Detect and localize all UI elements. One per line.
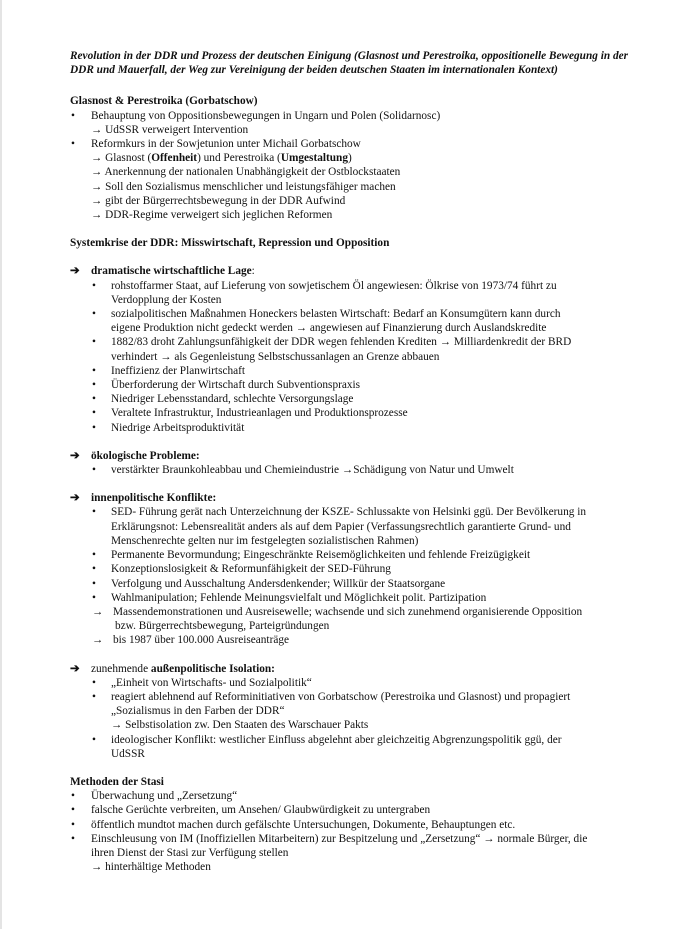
list-item-arrow: → Glasnost (Offenheit) und Perestroika (Umgestaltung) (91, 152, 352, 165)
list-item: • Behauptung von Oppositionsbewegungen in Ungarn und Polen (Solidarnosc) (70, 109, 640, 123)
list-item-arrow: → Massendemonstrationen und Ausreisewelle; wachsende und sich zunehmend organisierende Opposition (70, 605, 640, 619)
document-title: Revolution in der DDR und Prozess der deutschen Einigung (Glasnost und Perestroika, oppositionelle Bewegung in der DDR und Mauerfall, der Weg zur Vereinigung der beiden deutschen Staaten im internationalen Kontext) (70, 50, 629, 77)
list-item: • rohstoffarmer Staat, auf Lieferung von sowjetischem Öl angewiesen: Ölkrise von 1973/74 führt zu (70, 279, 640, 293)
list-item-cont: → Selbstisolation zw. Den Staaten des Warschauer Pakts (111, 719, 369, 732)
list-item-cont: UdSSR (111, 747, 145, 760)
list-item: • reagiert ablehnend auf Reforminitiativen von Gorbatschow (Perestroika und Glasnost) und propagiert (70, 690, 640, 704)
list-item-cont: ihren Dienst der Stasi zur Verfügung stellen (91, 846, 289, 859)
subheading-oekologie: ➔ ökologische Probleme: (70, 449, 640, 463)
list-item: • Einschleusung von IM (Inoffiziellen Mitarbeitern) zur Bespitzelung und „Zersetzung“ → normale Bürger, die (70, 832, 640, 846)
list-item-cont: „Sozialismus in den Farben der DDR“ (111, 705, 285, 718)
list-item-cont: Verdopplung der Kosten (111, 293, 222, 306)
list-item-cont: eigene Produktion nicht gedeckt werden → angewiesen auf Finanzierung durch Auslandskredite (111, 322, 547, 335)
page-edge (0, 0, 2, 929)
list-item-cont: Erklärungsnot: Lebensrealität anders als auf dem Papier (Verfassungsrechtlich garantierte Grund- und (111, 520, 571, 533)
list-item: • Veraltete Infrastruktur, Industrieanlagen und Produktionsprozesse (70, 406, 640, 420)
list-item-arrow: → UdSSR verweigert Intervention (91, 123, 249, 136)
list-item: • SED- Führung gerät nach Unterzeichnung der KSZE- Schlussakte von Helsinki ggü. Der Bevölkerung in (70, 505, 640, 519)
subheading-wirtschaft: ➔ dramatische wirtschaftliche Lage: (70, 264, 640, 278)
list-item: • Überwachung und „Zersetzung“ (70, 789, 640, 803)
subheading-innenpolitik: ➔ innenpolitische Konflikte: (70, 491, 640, 505)
list-item: • „Einheit von Wirtschafts- und Sozialpolitik“ (70, 676, 640, 690)
list-item-arrow: → Soll den Sozialismus menschlicher und leistungsfähiger machen (91, 180, 396, 193)
section-heading-glasnost: Glasnost & Perestroika (Gorbatschow) (70, 95, 258, 108)
list-item: • ideologischer Konflikt: westlicher Einfluss abgelehnt aber gleichzeitig Abgrenzungspolitik ggü, der (70, 733, 640, 747)
list-item: • Permanente Bevormundung; Eingeschränkte Reisemöglichkeiten und fehlende Freizügigkeit (70, 548, 640, 562)
list-item: • öffentlich mundtot machen durch gefälschte Untersuchungen, Dokumente, Behauptungen etc. (70, 818, 640, 832)
list-item-cont: Menschenrechte gelten nur im festgelegten sozialistischen Rahmen) (111, 534, 419, 547)
list-item: • Verfolgung und Ausschaltung Andersdenkender; Willkür der Staatsorgane (70, 577, 640, 591)
list-item: • Konzeptionslosigkeit & Reformunfähigkeit der SED-Führung (70, 562, 640, 576)
list-item-arrow: → Anerkennung der nationalen Unabhängigkeit der Ostblockstaaten (91, 166, 401, 179)
subheading-aussenpolitik: ➔ zunehmende außenpolitische Isolation: (70, 662, 640, 676)
section-heading-systemkrise: Systemkrise der DDR: Misswirtschaft, Repression und Opposition (70, 237, 390, 250)
list-item: • sozialpolitischen Maßnahmen Honeckers belasten Wirtschaft: Bedarf an Konsumgütern kann durch (70, 307, 640, 321)
list-item-arrow: → DDR-Regime verweigert sich jeglichen Reformen (91, 209, 333, 222)
list-item: • Überforderung der Wirtschaft durch Subventionspraxis (70, 378, 640, 392)
list-item: • Niedrige Arbeitsproduktivität (70, 421, 640, 435)
list-item-arrow: → gibt der Bürgerrechtsbewegung in der DDR Aufwind (91, 194, 346, 207)
list-item: • Wahlmanipulation; Fehlende Meinungsvielfalt und Möglichkeit polit. Partizipation (70, 591, 640, 605)
document-body (70, 49, 640, 874)
list-item: • Ineffizienz der Planwirtschaft (70, 364, 640, 378)
list-item: • 1882/83 droht Zahlungsunfähigkeit der DDR wegen fehlenden Krediten → Milliardenkredit der BRD (70, 335, 640, 349)
list-item-arrow: → hinterhältige Methoden (91, 861, 211, 874)
list-item: • verstärkter Braunkohleabbau und Chemieindustrie →Schädigung von Natur und Umwelt (70, 463, 640, 477)
list-item: • Reformkurs in der Sowjetunion unter Michail Gorbatschow (70, 137, 640, 151)
list-item-cont: bzw. Bürgerrechtsbewegung, Parteigründungen (115, 620, 330, 633)
list-item: • falsche Gerüchte verbreiten, um Ansehen/ Glaubwürdigkeit zu untergraben (70, 803, 640, 817)
list-item-cont: verhindert → als Gegenleistung Selbstschussanlagen an Grenze abbauen (111, 350, 440, 363)
section-heading-stasi: Methoden der Stasi (70, 775, 164, 788)
list-item-arrow: → bis 1987 über 100.000 Ausreiseanträge (70, 633, 640, 647)
list-item: • Niedriger Lebensstandard, schlechte Versorgungslage (70, 392, 640, 406)
